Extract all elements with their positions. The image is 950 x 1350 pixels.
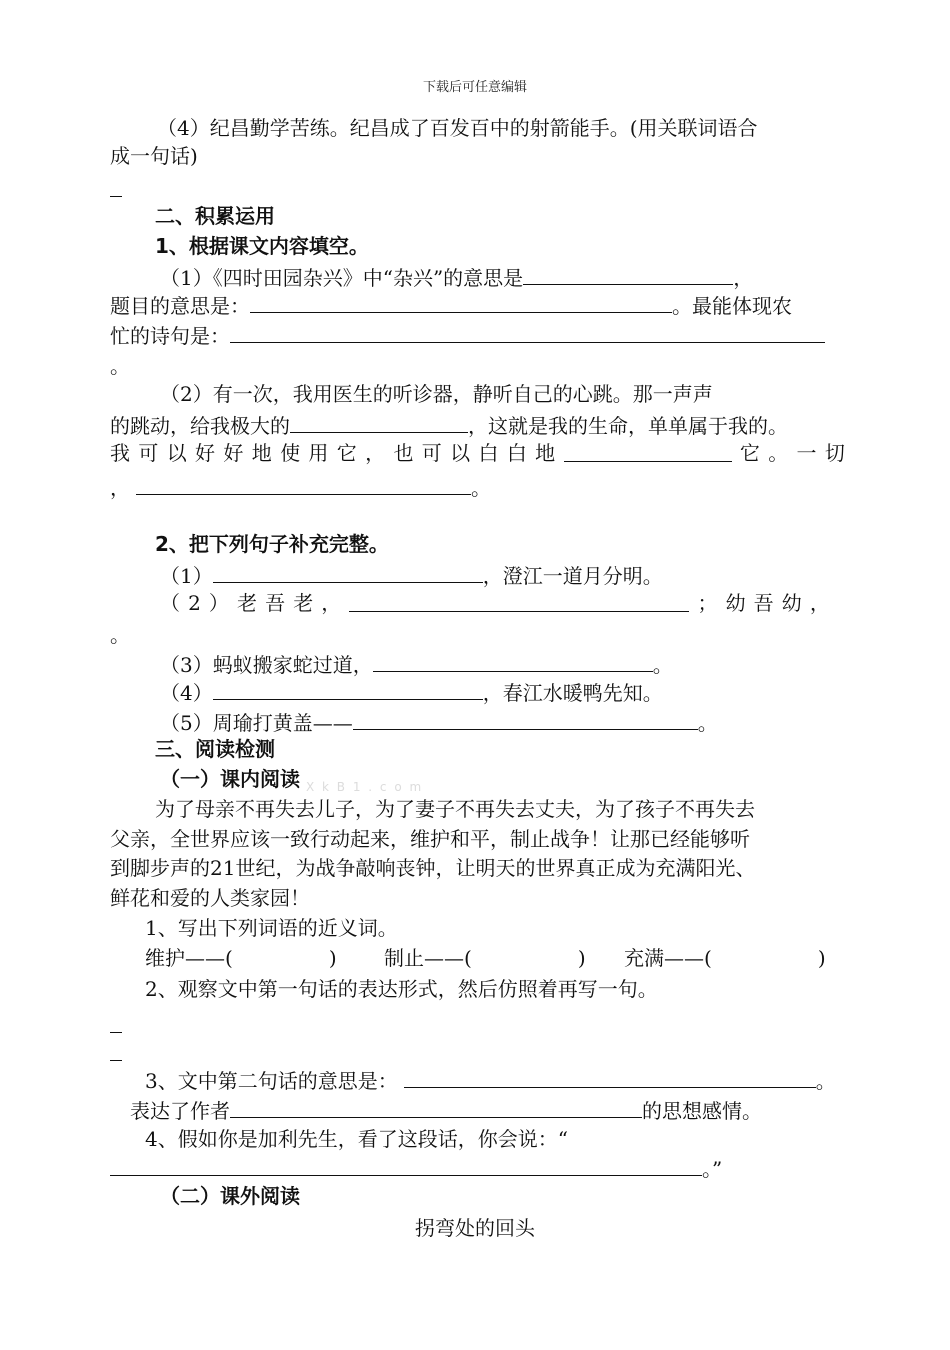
fill-2-line-3: 我 可 以 好 好 地 使 用 它 ， 也 可 以 白 白 地 它 。 一 切 (110, 441, 845, 465)
fill-1-3-line: 忙的诗句是： (110, 321, 825, 349)
synonym-2: 制止——( ) (384, 946, 586, 970)
part-1-heading: （一）课内阅读 (160, 767, 300, 791)
fill-2-line-2: 的跳动，给我极大的 ，这就是我的生命，单单属于我的。 (110, 411, 788, 439)
question-2-heading: 2、把下列句子补充完整。 (155, 532, 389, 556)
passage-line: 为了母亲不再失去儿子，为了妻子不再失去丈夫，为了孩子不再失去 (155, 797, 755, 821)
blank-sentence-1[interactable] (213, 561, 483, 583)
blank-sentence-5[interactable] (353, 708, 698, 730)
section-2-heading: 二、积累运用 (155, 204, 275, 228)
sentence-1: （1） ，澄江一道月分明。 (160, 561, 663, 589)
question-4-line1: （4）纪昌勤学苦练。纪昌成了百发百中的射箭能手。(用关联词语合 (157, 116, 758, 140)
watermark: X k B 1 . c o m (306, 780, 424, 794)
answer-line-short[interactable] (110, 1039, 122, 1067)
blank-waste[interactable] (564, 440, 732, 462)
sentence-5: （5）周瑜打黄盖—— 。 (160, 708, 718, 736)
sentence-2-end: 。 (110, 623, 130, 647)
article-title: 拐弯处的回头 (415, 1216, 535, 1240)
passage-line: 到脚步声的21世纪，为战争敲响丧钟，让明天的世界真正成为充满阳光、 (110, 856, 756, 880)
blank-title-meaning[interactable] (250, 291, 672, 313)
reading-q1-prompt: 1、写出下列词语的近义词。 (145, 916, 398, 940)
blank-poem-line[interactable] (230, 321, 825, 343)
reading-q4-line1: 4、假如你是加利先生，看了这段话，你会说：“ (145, 1127, 568, 1151)
reading-q4-line2: 。” (110, 1154, 722, 1182)
fill-2-line-1: （2）有一次，我用医生的听诊器，静听自己的心跳。那一声声 (160, 382, 713, 406)
answer-line-short[interactable] (110, 175, 122, 203)
blank-meaning[interactable] (404, 1066, 816, 1088)
section-3-heading: 三、阅读检测 (155, 737, 275, 761)
fill-1-1-text: （1）《四时田园杂兴》中“杂兴”的意思是 (160, 266, 524, 290)
blank-feeling[interactable] (290, 411, 468, 433)
passage-line: 鲜花和爱的人类家园！ (110, 886, 310, 910)
blank-all-up-to-me[interactable] (136, 473, 471, 495)
reading-q3-line2: 表达了作者 的思想感情。 (130, 1096, 762, 1124)
fill-1-1-line: （1）《四时田园杂兴》中“杂兴”的意思是 ， (160, 263, 753, 291)
sentence-2: （ 2 ） 老 吾 老 ， ； 幼 吾 幼 ， (160, 591, 830, 615)
synonym-1: 维护——( ) (145, 946, 337, 970)
blank-response[interactable] (110, 1154, 702, 1176)
fill-2-line-4: ， 。 (110, 473, 491, 501)
fill-1-2-line: 题目的意思是： 。最能体现农 (110, 291, 792, 319)
blank-sentence-3[interactable] (373, 650, 653, 672)
question-1-heading: 1、根据课文内容填空。 (155, 234, 369, 258)
blank-zaxing-meaning[interactable] (523, 263, 733, 285)
passage-line: 父亲，全世界应该一致行动起来，维护和平，制止战争！让那已经能够听 (110, 827, 750, 851)
reading-q2-prompt: 2、观察文中第一句话的表达形式，然后仿照着再写一句。 (145, 977, 658, 1001)
blank-feelings[interactable] (230, 1096, 642, 1118)
sentence-4: （4） ，春江水暖鸭先知。 (160, 678, 663, 706)
fill-1-3-end: 。 (110, 354, 130, 378)
synonym-3: 充满——( ) (624, 946, 826, 970)
reading-q3-line1: 3、文中第二句话的意思是： 。 (145, 1066, 836, 1094)
blank-sentence-2[interactable] (349, 590, 689, 612)
part-2-heading: （二）课外阅读 (160, 1184, 300, 1208)
page-header: 下载后可任意编辑 (422, 80, 527, 95)
answer-line-short[interactable] (110, 1011, 122, 1039)
sentence-3: （3）蚂蚁搬家蛇过道， 。 (160, 650, 673, 678)
blank-sentence-4[interactable] (213, 678, 483, 700)
question-4-line2: 成一句话) (110, 144, 198, 168)
